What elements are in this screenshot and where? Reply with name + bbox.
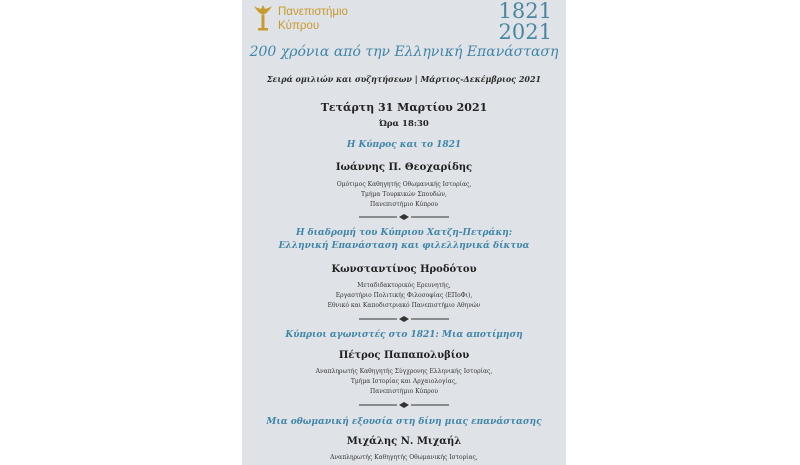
speaker-name: Πέτρος Παπαπολυβίου [338, 350, 470, 361]
event-title: 200 χρόνια από την Ελληνική Επανάσταση [249, 44, 559, 60]
speaker-name: Μιχάλης Ν. Μιχαήλ [346, 436, 462, 447]
affiliation-line: Εθνικό και Καποδιστριακό Πανεπιστήμιο Αθηνών [327, 302, 481, 309]
affiliation-line: Ομότιμος Καθηγητής Οθωμανικής Ιστορίας, [336, 181, 472, 188]
speaker-affiliation [242, 281, 566, 311]
talk-title-line: Ελληνική Επανάσταση και φιλελληνικά δίκτυα [278, 241, 530, 251]
talk-title [242, 329, 566, 342]
event-poster [242, 0, 566, 465]
talk-title-line: Κύπριοι αγωνιστές στο 1821: Μια αποτίμηση [285, 330, 523, 340]
speaker-name: Κωνσταντίνος Ηροδότου [331, 264, 477, 275]
talk-title [242, 139, 566, 152]
year-end: 2021 [498, 20, 552, 44]
series-subtitle: Σειρά ομιλιών και συζητήσεων | Μάρτιος-Δεκέμβριος 2021 [266, 74, 542, 84]
affiliation-line: Τμήμα Ιστορίας και Αρχαιολογίας, [350, 378, 458, 385]
affiliation-line: Πανεπιστήμιο Κύπρου [370, 388, 438, 395]
speaker-affiliation [242, 453, 566, 463]
speaker-affiliation [242, 180, 566, 210]
university-name [278, 5, 348, 33]
affiliation-line: Αναπληρωτής Καθηγητής Οθωμανικής Ιστορίας, [330, 454, 478, 461]
anniversary-years [499, 1, 552, 43]
event-date: Τετάρτη 31 Μαρτίου 2021 [320, 101, 488, 114]
affiliation-line: Πανεπιστήμιο Κύπρου [370, 201, 438, 208]
event-time: Ώρα 18:30 [379, 119, 429, 129]
affiliation-line: Εργαστήριο Πολιτικής Φιλοσοφίας (ΕΠοΦι), [335, 292, 473, 299]
ornament-divider [359, 316, 449, 322]
talk-title [242, 227, 566, 253]
affiliation-line: Αναπληρωτής Καθηγητής Σύγχρονης Ελληνικής Ιστορίας, [315, 368, 493, 375]
year-start: 1821 [498, 0, 552, 23]
speaker-name: Ιωάννης Π. Θεοχαρίδης [335, 162, 473, 173]
talk-title-line: Μια οθωμανική εξουσία στη δίνη μιας επανάστασης [266, 417, 542, 427]
speaker-affiliation [242, 367, 566, 397]
talk-title-line: Η διαδρομή του Κύπριου Χατζη-Πετράκη: [295, 228, 513, 238]
university-logo [252, 3, 382, 39]
logo-line-2: Κύπρου [278, 20, 320, 32]
affiliation-line: Μεταδιδακτορικός Ερευνητής, [357, 282, 451, 289]
university-emblem-icon [252, 3, 274, 33]
talk-title [242, 416, 566, 429]
talk-title-line: Η Κύπρος και το 1821 [346, 140, 462, 150]
affiliation-line: Τμήμα Τουρκικών Σπουδών, [361, 191, 447, 198]
ornament-divider [359, 214, 449, 220]
logo-line-1: Πανεπιστήμιο [278, 6, 348, 18]
ornament-divider [359, 402, 449, 408]
